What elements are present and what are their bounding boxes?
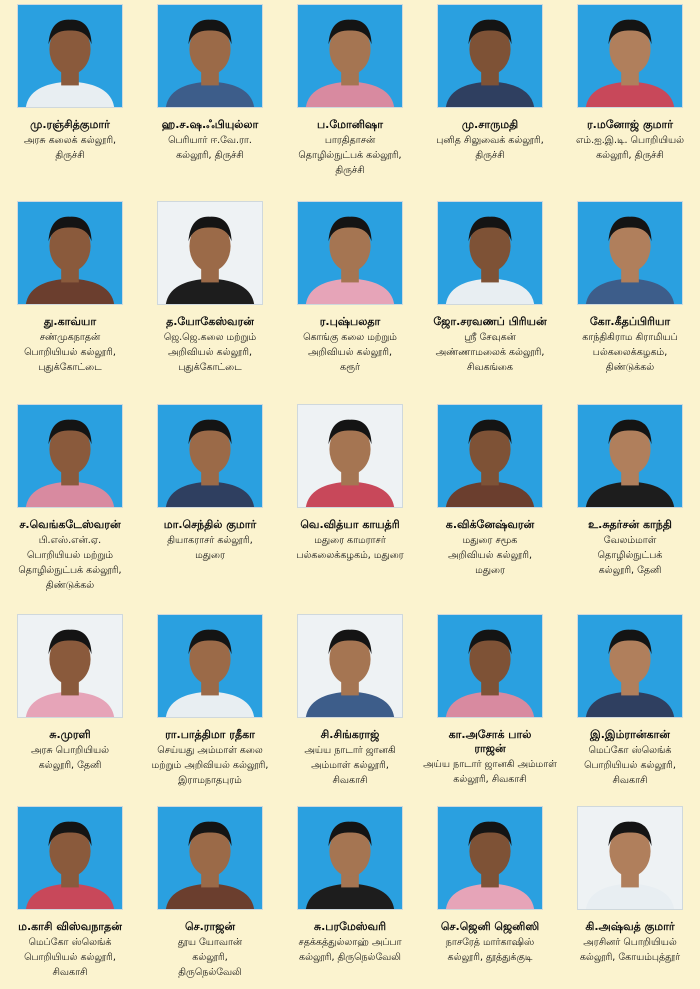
student-photo bbox=[577, 201, 683, 305]
student-college: சண்முகநாதன் பொறியியல் கல்லூரி, புதுக்கோட்டை bbox=[24, 332, 116, 373]
student-photo bbox=[437, 614, 543, 718]
student-photo bbox=[297, 614, 403, 718]
student-card bbox=[280, 400, 420, 610]
student-name: க.விக்னேஷ்வரன் bbox=[445, 518, 535, 531]
student-name: ர.மனோஜ் குமார் bbox=[587, 118, 673, 131]
student-college: மதுரை காமராசர் பல்கலைக்கழகம், மதுரை bbox=[296, 535, 404, 561]
student-photo bbox=[17, 806, 123, 910]
student-card bbox=[560, 610, 700, 802]
student-name: ரா.பாத்திமா ரதீகா bbox=[165, 728, 255, 741]
student-photo bbox=[297, 404, 403, 508]
student-name: உ.சுதர்சன் காந்தி bbox=[588, 518, 672, 531]
student-photo bbox=[157, 404, 263, 508]
student-name: செ.ராஜன் bbox=[184, 920, 236, 933]
student-photo bbox=[297, 4, 403, 108]
student-college: மெப்கோ ஸ்லெங்க் பொறியியல் கல்லூரி, சிவகாசி bbox=[24, 937, 116, 978]
student-college: வேலம்மாள் தொழில்நுட்பக் கல்லூரி, தேனி bbox=[597, 535, 663, 576]
student-college: கொங்கு கலை மற்றும் அறிவியல் கல்லூரி, கரூர் bbox=[303, 332, 397, 373]
student-name: ம.காசி விஸ்வநாதன் bbox=[18, 920, 122, 933]
student-photo bbox=[157, 614, 263, 718]
student-photo bbox=[17, 404, 123, 508]
student-card bbox=[0, 400, 140, 610]
student-college: பி.எஸ்.என்.ஏ. பொறியியல் மற்றும் தொழில்நுட்பக் கல்லூரி, திண்டுக்கல் bbox=[18, 535, 122, 591]
student-name: ஜோ.சரவணப் பிரியன் bbox=[433, 315, 547, 328]
student-name: மு.ரஞ்சித்குமார் bbox=[30, 118, 110, 131]
student-card bbox=[420, 400, 560, 610]
student-college: அரசு பொறியியல் கல்லூரி, தேனி bbox=[30, 745, 110, 771]
student-name: செ.ஜெனி ஜெனிஸி bbox=[440, 920, 540, 933]
student-name: மா.செந்தில் குமார் bbox=[163, 518, 257, 531]
student-photo bbox=[157, 806, 263, 910]
student-college: தூய யோவான் கல்லூரி, திருநெல்வேலி bbox=[177, 937, 243, 978]
student-college: காந்திகிராம கிராமியப் பல்கலைக்கழகம், திண்டுக்கல் bbox=[582, 332, 678, 373]
student-photo bbox=[437, 201, 543, 305]
student-name: ர.புஷ்பலதா bbox=[319, 315, 381, 328]
student-college: அரசினர் பொறியியல் கல்லூரி, கோயம்புத்தூர் bbox=[579, 937, 681, 963]
student-name: ப.மோனிஷா bbox=[317, 118, 383, 131]
student-card bbox=[0, 197, 140, 400]
student-college: மெப்கோ ஸ்லெங்க் பொறியியல் கல்லூரி, சிவகாசி bbox=[584, 745, 676, 786]
student-photo bbox=[577, 4, 683, 108]
student-card bbox=[140, 0, 280, 197]
student-card bbox=[280, 610, 420, 802]
student-photo bbox=[577, 806, 683, 910]
student-photo bbox=[17, 4, 123, 108]
student-name: கி.அஷ்வத் குமார் bbox=[585, 920, 675, 933]
student-name: ச.வெங்கடேஸ்வரன் bbox=[19, 518, 121, 531]
student-card bbox=[560, 197, 700, 400]
student-name: சு.முரளி bbox=[49, 728, 91, 741]
student-college: சதக்கத்துல்லாஹ் அப்பா கல்லூரி, திருநெல்வேலி bbox=[298, 937, 402, 963]
student-photo bbox=[297, 201, 403, 305]
student-college: புனித சிலுவைக் கல்லூரி, திருச்சி bbox=[436, 135, 544, 161]
student-college: தியாகராசர் கல்லூரி, மதுரை bbox=[167, 535, 253, 561]
student-card bbox=[280, 197, 420, 400]
student-card bbox=[420, 0, 560, 197]
student-name: சு.பரமேஸ்வரி bbox=[313, 920, 387, 933]
student-card bbox=[0, 0, 140, 197]
student-photo bbox=[577, 404, 683, 508]
student-card bbox=[140, 610, 280, 802]
student-card bbox=[280, 802, 420, 989]
student-card bbox=[140, 802, 280, 989]
student-name: கோ.கீதப்பிரியா bbox=[589, 315, 671, 328]
student-college: எம்.ஐ.இ.டி. பொறியியல் கல்லூரி, திருச்சி bbox=[576, 135, 684, 161]
student-college: அய்ய நாடார் ஜானகி அம்மாள் கல்லூரி, சிவகாசி bbox=[423, 759, 557, 785]
student-photo bbox=[157, 201, 263, 305]
student-card bbox=[140, 400, 280, 610]
student-card bbox=[560, 802, 700, 989]
student-name: த.யோகேஸ்வரன் bbox=[166, 315, 254, 328]
student-photo bbox=[577, 614, 683, 718]
student-name: ஹ.ச.ஷ.ஃபியுல்லா bbox=[161, 118, 259, 131]
student-card bbox=[280, 0, 420, 197]
student-photo bbox=[437, 4, 543, 108]
student-name: து.காவ்யா bbox=[43, 315, 97, 328]
student-college: பெரியார் ஈ.வே.ரா. கல்லூரி, திருச்சி bbox=[168, 135, 252, 161]
student-college: ஸ்ரீ சேவுகன் அண்ணாமலைக் கல்லூரி, சிவகங்கை bbox=[435, 332, 545, 373]
student-college: செய்யது அம்மாள் கலை மற்றும் அறிவியல் கல்லூரி, இராமநாதபுரம் bbox=[151, 745, 269, 786]
student-card bbox=[420, 802, 560, 989]
student-card bbox=[0, 610, 140, 802]
student-card bbox=[420, 197, 560, 400]
student-card bbox=[140, 197, 280, 400]
student-photo bbox=[17, 201, 123, 305]
student-college: நாசரேத் மார்காஷிஸ் கல்லூரி, தூத்துக்குடி bbox=[445, 937, 535, 963]
student-photo bbox=[17, 614, 123, 718]
student-college: பாரதிதாசன் தொழில்நுட்பக் கல்லூரி, திருச்சி bbox=[298, 135, 402, 176]
student-name: சி.சிங்கராஜ் bbox=[320, 728, 380, 741]
student-name: மு.சாருமதி bbox=[461, 118, 519, 131]
student-card bbox=[560, 0, 700, 197]
student-college: மதுரை சமூக அறிவியல் கல்லூரி, மதுரை bbox=[447, 535, 533, 576]
student-card bbox=[560, 400, 700, 610]
student-photo bbox=[437, 806, 543, 910]
student-card bbox=[0, 802, 140, 989]
student-college: ஜெ.ஜெ.கலை மற்றும் அறிவியல் கல்லூரி, புதுக்கோட்டை bbox=[163, 332, 257, 373]
student-card bbox=[420, 610, 560, 802]
student-college: அய்ய நாடார் ஜானகி அம்மாள் கல்லூரி, சிவகாசி bbox=[304, 745, 396, 786]
student-college: அரசு கலைக் கல்லூரி, திருச்சி bbox=[23, 135, 117, 161]
student-photo bbox=[157, 4, 263, 108]
student-name: இ.இம்ரான்கான் bbox=[590, 728, 670, 741]
student-photo bbox=[297, 806, 403, 910]
student-photo bbox=[437, 404, 543, 508]
student-name: கா.அசோக் பால் ராஜன் bbox=[448, 728, 532, 755]
student-name: வெ.வித்யா காயத்ரி bbox=[300, 518, 400, 531]
